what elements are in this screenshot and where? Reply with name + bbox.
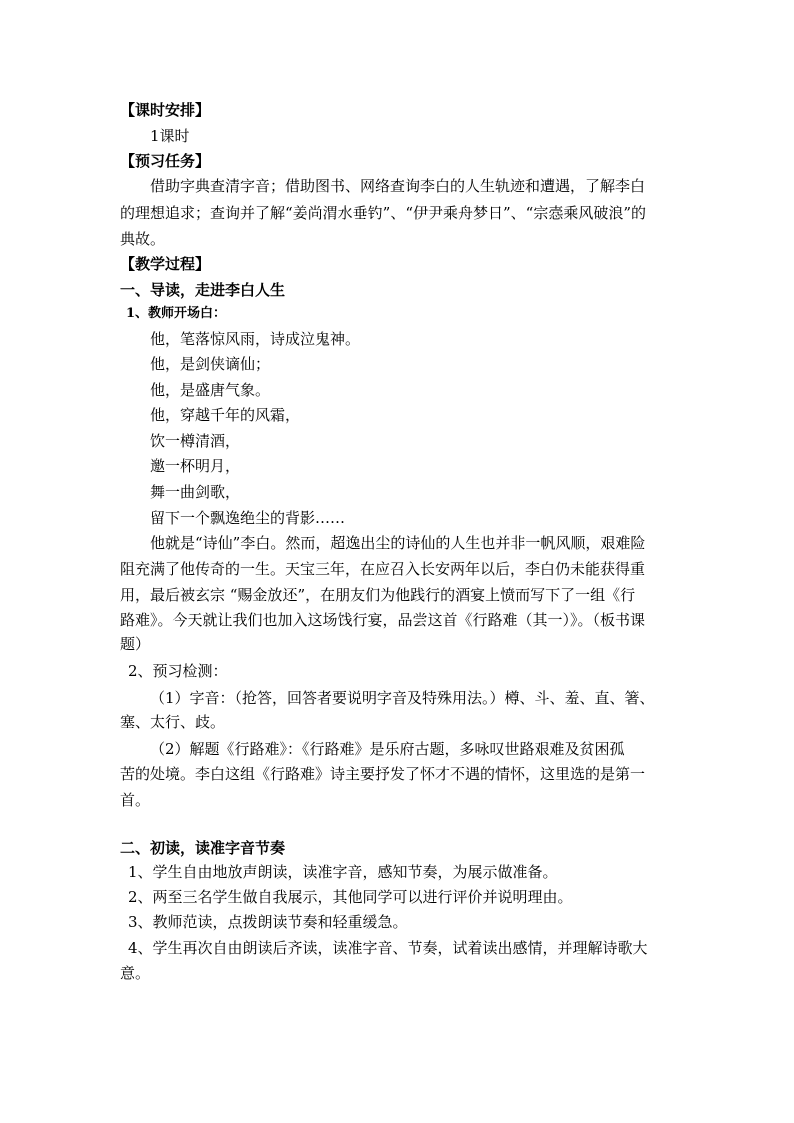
section2-title: 二、初读，读准字音节奏 — [120, 839, 286, 857]
check2-line: 苦的处境。李白这组《行路难》诗主要抒发了怀才不遇的情怀，这里选的是第一 — [120, 765, 646, 783]
item1-label: 1、教师开场白： — [126, 306, 227, 321]
check1-line: 塞、太行、歧。 — [120, 713, 226, 731]
intro-line: 路难》。今天就让我们也加入这场饯行宴，品尝这首《行路难（其一）》。（板书课 — [120, 611, 646, 629]
preview-task-heading: 【预习任务】 — [120, 152, 211, 170]
intro-line: 用，最后被玄宗 “赐金放还”，在朋友们为他践行的酒宴上愤而写下了一组《行 — [120, 586, 636, 604]
section2-item: 3、教师范读，点拨朗读节奏和轻重缓急。 — [128, 913, 408, 931]
check1-line: （1）字音：（抢答，回答者要说明字音及特殊用法。）樽、斗、羞、直、箸、 — [150, 689, 655, 707]
poem-line: 留下一个飘逸绝尘的背影…… — [150, 509, 346, 527]
lesson-time-heading: 【课时安排】 — [120, 101, 211, 119]
section2-item: 4、学生再次自由朗读后齐读，读准字音、节奏，试着读出感情，并理解诗歌大 — [128, 939, 648, 957]
section2-item: 2、两至三名学生做自我展示，其他同学可以进行评价并说明理由。 — [128, 888, 573, 906]
teaching-process-heading: 【教学过程】 — [120, 255, 211, 273]
check2-line: （2）解题《行路难》：《行路难》是乐府古题，多咏叹世路艰难及贫困孤 — [150, 740, 625, 758]
item2-label: 2、预习检测： — [128, 662, 228, 680]
lesson-time-value: 1课时 — [150, 127, 190, 145]
poem-line: 他，穿越千年的风霜， — [150, 406, 301, 424]
check2-line: 首。 — [120, 791, 151, 809]
intro-line: 阻充满了他传奇的一生。天宝三年，在应召入长安两年以后，李白仍未能获得重 — [120, 560, 646, 578]
preview-task-line: 的理想追求；查询并了解“姜尚渭水垂钓”、“伊尹乘舟梦日”、“宗悫乘风破浪”的 — [120, 204, 647, 222]
poem-line: 他，是剑侠谪仙； — [150, 355, 271, 373]
intro-line: 他就是“诗仙”李白。然而，超逸出尘的诗仙的人生也并非一帆风顺，艰难险 — [150, 534, 646, 552]
intro-line: 题） — [120, 635, 151, 653]
poem-line: 舞一曲剑歌， — [150, 483, 241, 501]
section2-item-cont: 意。 — [120, 964, 151, 982]
poem-line: 邀一杯明月， — [150, 457, 241, 475]
preview-task-line: 借助字典查清字音；借助图书、网络查询李白的人生轨迹和遭遇，了解李白 — [150, 177, 646, 195]
poem-line: 他，是盛唐气象。 — [150, 381, 271, 399]
section1-title: 一、导读，走进李白人生 — [120, 281, 286, 299]
poem-line: 饮一樽清酒， — [150, 432, 241, 450]
poem-line: 他，笔落惊风雨，诗成泣鬼神。 — [150, 330, 361, 348]
section2-item: 1、学生自由地放声朗读，读准字音，感知节奏，为展示做准备。 — [128, 863, 558, 881]
preview-task-line: 典故。 — [120, 230, 166, 248]
